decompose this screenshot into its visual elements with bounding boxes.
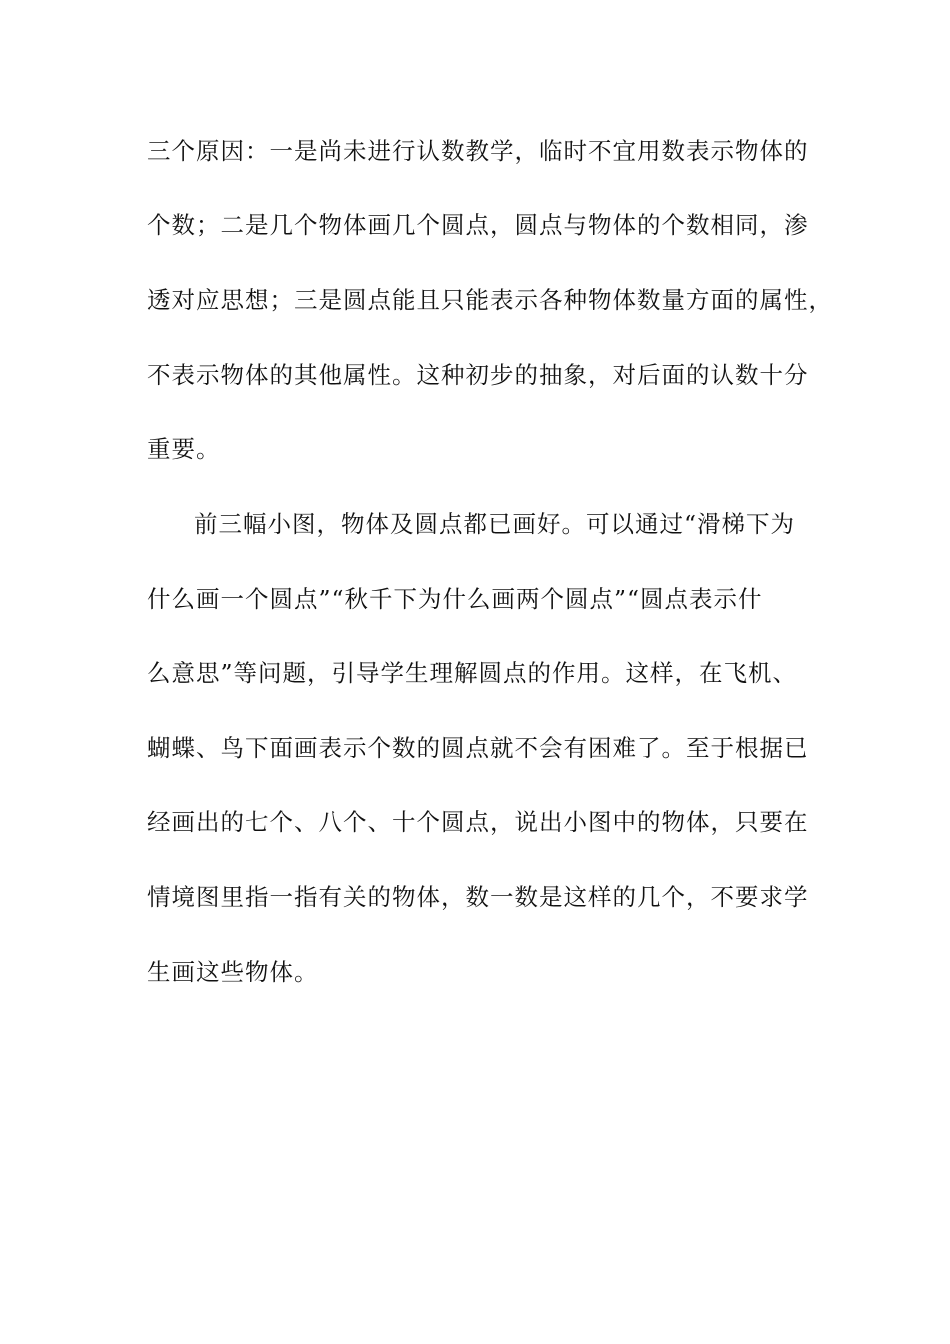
paragraph-2-line-1: 前三幅小图，物体及圆点都已画好。可以通过“滑梯下为 <box>194 510 796 538</box>
paragraph-1-line-3: 透对应思想；三是圆点能且只能表示各种物体数量方面的属性， <box>147 286 833 314</box>
paragraph-1-line-1: 三个原因：一是尚未进行认数教学，临时不宜用数表示物体的 <box>147 137 809 165</box>
paragraph-2-line-2: 什么画一个圆点”“秋千下为什么画两个圆点”“圆点表示什 <box>147 585 763 613</box>
paragraph-1-line-4: 不表示物体的其他属性。这种初步的抽象，对后面的认数十分 <box>147 361 809 389</box>
paragraph-2-line-4: 蝴蝶、鸟下面画表示个数的圆点就不会有困难了。至于根据已 <box>147 734 809 762</box>
paragraph-2-line-6: 情境图里指一指有关的物体，数一数是这样的几个，不要求学 <box>147 883 809 911</box>
paragraph-2-line-3: 么意思”等问题，引导学生理解圆点的作用。这样，在飞机、 <box>147 659 798 687</box>
paragraph-1-line-2: 个数；二是几个物体画几个圆点，圆点与物体的个数相同，渗 <box>147 211 809 239</box>
paragraph-1-line-5: 重要。 <box>147 435 221 463</box>
paragraph-2-line-5: 经画出的七个、八个、十个圆点，说出小图中的物体，只要在 <box>147 808 809 836</box>
paragraph-2-line-7: 生画这些物体。 <box>147 958 319 986</box>
